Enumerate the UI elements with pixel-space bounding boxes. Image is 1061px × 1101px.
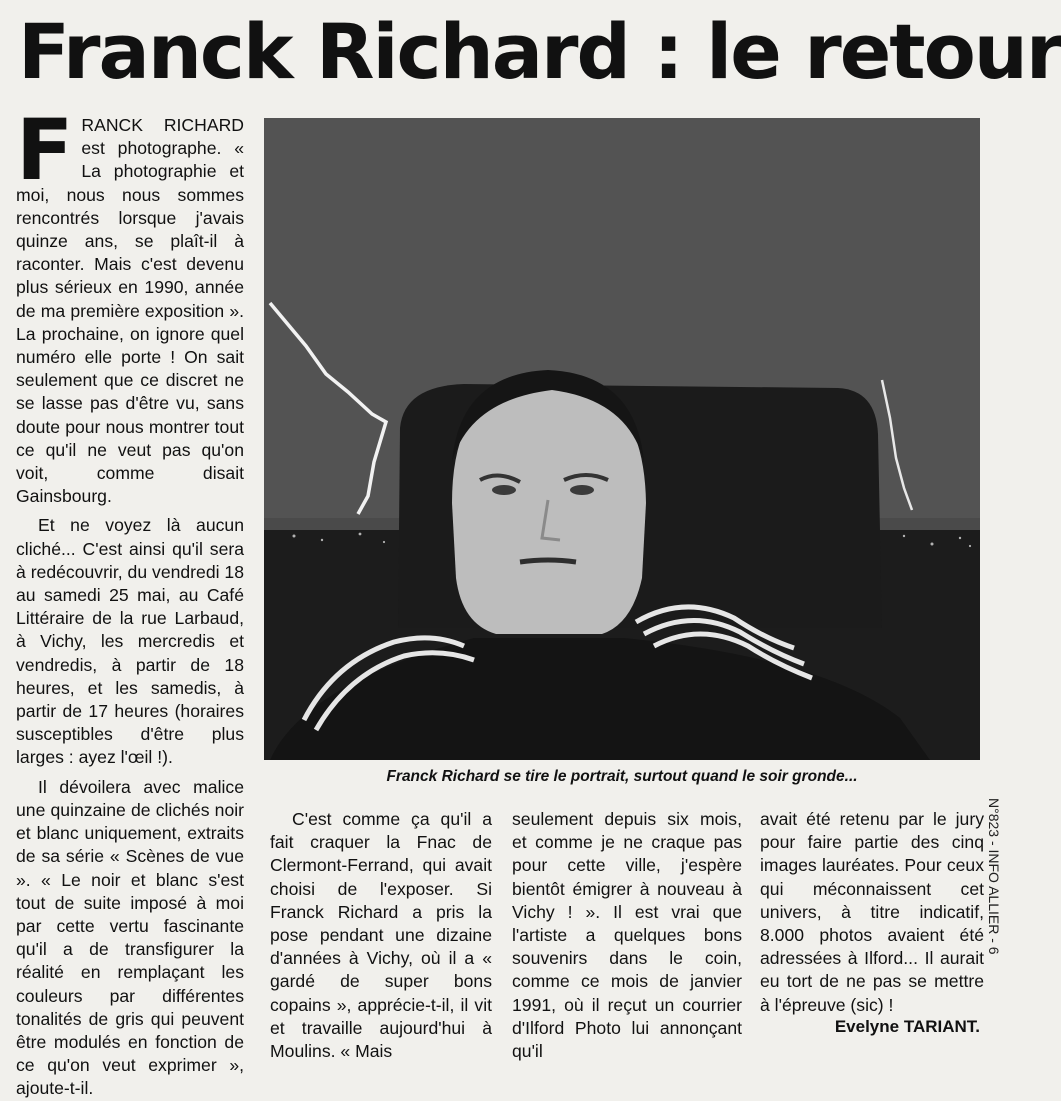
paragraph-4-end: avait été retenu par le jury pour faire partie des cinq images lauréates. Pour ceux qui méconnaissent cet univers, à titre indicatif, 8.000 photos avaient été adressées à Ilford... Il aurait eu tort de ne pas se mettre à l'épreuve (sic) ! — [760, 809, 984, 1015]
drop-cap: F — [16, 101, 74, 199]
paragraph-1 — [16, 101, 244, 508]
headline: Franck Richard : le retour — [18, 7, 1061, 96]
photo-caption: Franck Richard se tire le portrait, surtout quand le soir gronde... — [386, 768, 858, 785]
page-folio — [986, 798, 1002, 1038]
paragraph-3: Il dévoilera avec malice une quinzaine de clichés noir et blanc uniquement, extraits de sa série « Scènes de vue ». « Le noir et blanc s'est tout de suite imposé à moi par cette vertu fascinante qu'il a de transfigurer la réalité en remplaçant les couleurs par différentes tonalités de gris qui peuvent être modulés en fonction de ce qu'on veut exprimer », ajoute-t-il. — [16, 776, 244, 1099]
paragraph-1-text: RANCK RICHARD est photographe. « La photographie et moi, nous nous sommes rencontrés lorsque j'avais quinze ans, se plaît-il à raconter. Mais c'est devenu plus sérieux en 1990, année de ma première exposition ». La prochaine, on ignore quel numéro elle porte ! On sait seulement que ce discret ne se lasse pas d'être vu, sans doute pour nous montrer tout ce qu'il ne veut pas qu'on voit, comme disait Gainsbourg. — [16, 115, 244, 507]
paragraph-4-continued: seulement depuis six mois, et comme je ne craque pas pour cette ville, j'espère bientôt émigrer à nouveau à Vichy ! ». Il est vrai que l'artiste a quelques bons souvenirs dans le coin, comme ce mois de janvier 1991, où il reçut un courrier d'Ilford Photo lui annonçant qu'il — [512, 809, 742, 1062]
author-signature: Evelyne TARIANT. — [834, 1017, 980, 1036]
article-column-3 — [512, 808, 742, 1062]
portrait-photo — [264, 118, 980, 760]
page-folio-text: N°823 - INFO ALLIER - 6 — [986, 798, 1002, 955]
article-column-1 — [16, 101, 244, 1099]
article-column-2 — [270, 808, 492, 1062]
article-column-4 — [760, 808, 984, 1014]
paragraph-2: Et ne voyez là aucun cliché... C'est ainsi qu'il sera à redécouvrir, du vendredi 18 au samedi 25 mai, au Café Littéraire de la rue Larbaud, à Vichy, les mercredis et vendredis, à partir de 18 heures, et les samedis, à partir de 17 heures (horaires susceptibles d'être plus larges : ayez l'œil !). — [16, 515, 244, 768]
paragraph-4: C'est comme ça qu'il a fait craquer la Fnac de Clermont-Ferrand, qui avait choisi de l'exposer. Si Franck Richard a pris la pose pendant une dizaine d'années à Vichy, où il a « gardé de super bons copains », apprécie-t-il, il vit et travaille aujourd'hui à Moulins. « Mais — [270, 809, 492, 1062]
